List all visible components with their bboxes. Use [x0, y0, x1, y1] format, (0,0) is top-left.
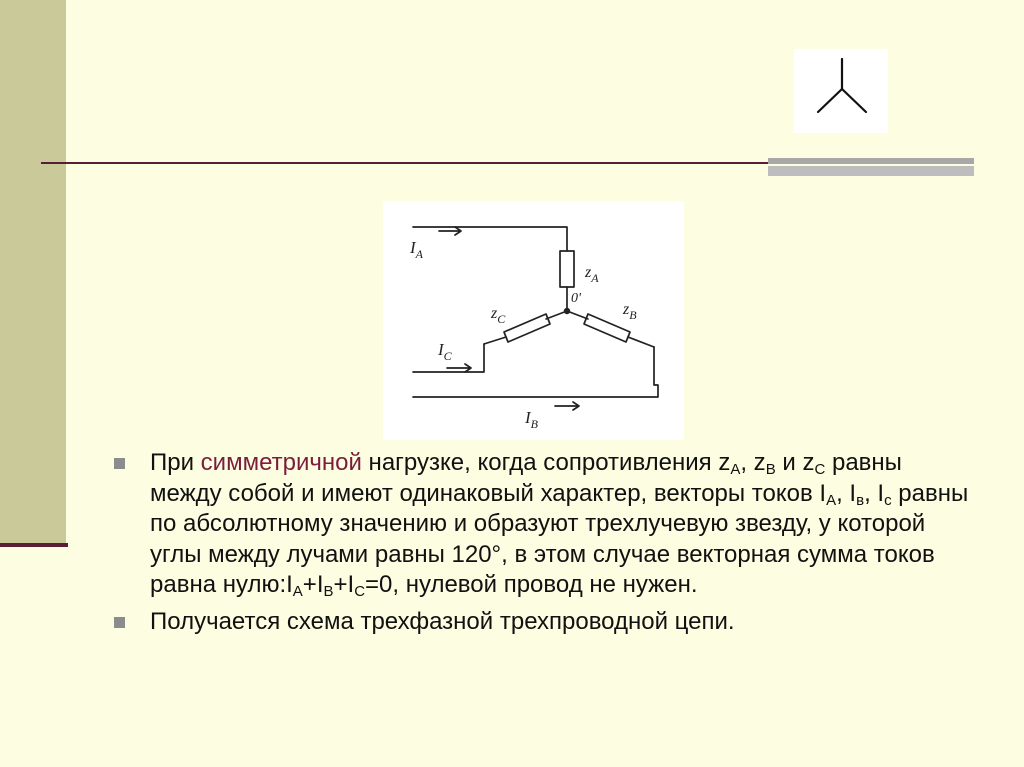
gray-accent-stripe: [768, 158, 974, 164]
star-node: [564, 308, 570, 314]
subscript: с: [884, 491, 892, 509]
b1-text-11: =0, нулевой провод не нужен.: [365, 571, 698, 598]
subscript: A: [730, 461, 741, 478]
label-ib: $I_B$: [525, 408, 539, 431]
resistor-za: [560, 251, 574, 287]
three-phase-star-symbol-icon: [794, 49, 888, 133]
subscript: B: [765, 461, 776, 478]
star-symbol-image: [794, 49, 888, 133]
arrow-ic: [447, 364, 471, 372]
arrow-ib: [555, 402, 579, 410]
square-bullet-icon: [114, 458, 125, 469]
b1-text-7: , I: [864, 479, 885, 507]
gray-accent-stripe: [768, 166, 974, 176]
wire-phase-a: [413, 227, 567, 251]
label-za: $z_A$: [585, 264, 599, 285]
subscript: A: [292, 583, 303, 600]
label-zb: $z_B$: [623, 301, 637, 322]
b1-text-2: нагрузке, когда сопротивления z: [361, 449, 731, 476]
label-ic: $I_C$: [438, 340, 452, 363]
b1-text-4: и z: [775, 449, 815, 476]
wire-zb-to-bend: [628, 337, 654, 347]
b1-text-5: равны между собой и имеют одинаковый характер, векторы токов I: [150, 449, 902, 507]
wire-node-to-zb: [567, 311, 588, 319]
wire-node-to-zc: [546, 311, 567, 319]
slide-body-list: [110, 448, 970, 637]
label-node: 0': [571, 291, 581, 306]
b1-text-9: +I: [302, 571, 324, 598]
subscript: C: [354, 583, 366, 600]
subscript: B: [323, 583, 334, 600]
label-zc: $z_C$: [491, 305, 506, 326]
wire-zc-to-bend: [484, 337, 506, 344]
list-item: [110, 607, 970, 638]
b2-text: Получается схема трехфазной трехпроводной цепи.: [150, 607, 735, 635]
subscript: C: [814, 461, 826, 478]
resistor-zc: [504, 314, 550, 342]
resistor-zb: [584, 314, 630, 342]
arrow-ia: [439, 227, 461, 235]
b1-text-3: , z: [740, 449, 766, 476]
star-connection-circuit-diagram: [383, 201, 684, 440]
list-item: [110, 448, 970, 601]
circuit-drawing: [383, 201, 684, 440]
subscript: A: [826, 491, 837, 509]
highlight-term: симметричной: [200, 449, 362, 476]
label-ia: $I_A$: [410, 238, 424, 261]
gray-accent-bar: [768, 158, 974, 180]
left-bar-underline: [0, 543, 68, 547]
b1-text-6: , I: [836, 479, 857, 507]
b1-text-8: равны по абсолютному значению и образуют трехлучевую звезду, у которой углы между лучами равны 120°, в этом случае векторная сумма токов равна нулю:I: [150, 479, 969, 598]
subscript: в: [856, 491, 865, 509]
b1-text-10: +I: [333, 571, 355, 598]
square-bullet-icon: [114, 617, 125, 628]
left-decorative-bar: [0, 0, 66, 544]
b1-text-1: При: [150, 449, 201, 476]
